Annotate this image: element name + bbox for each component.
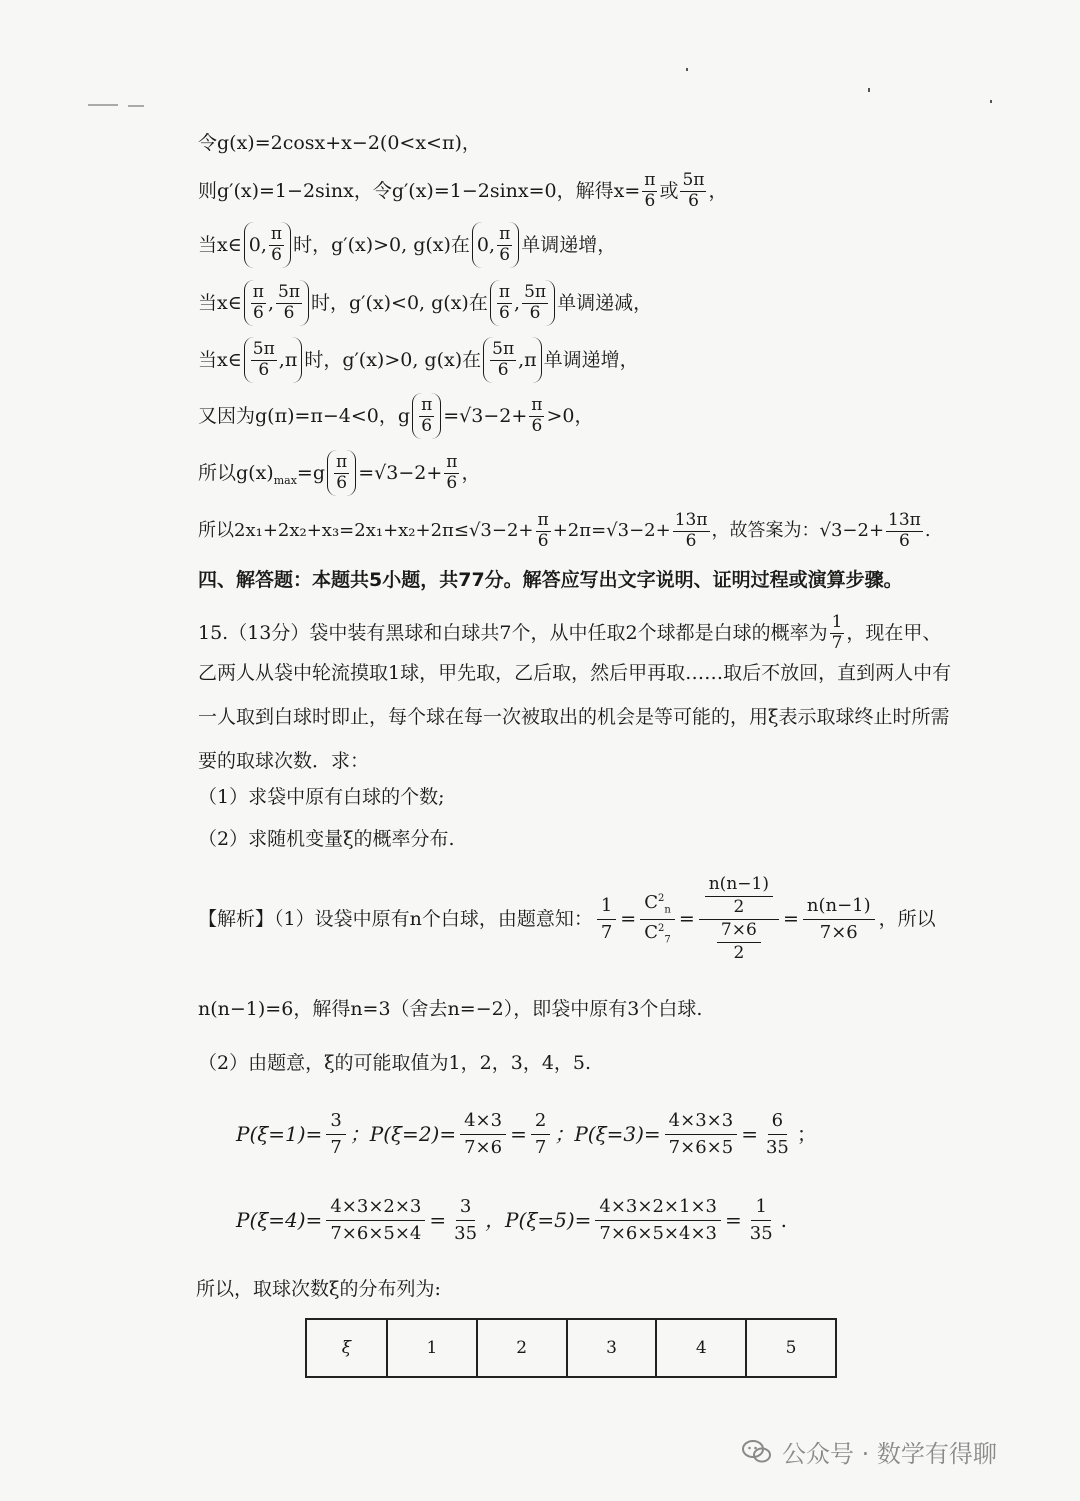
text: ，P(ξ=5)= [485, 1208, 592, 1233]
denominator: 6 [252, 302, 264, 323]
scan-speck [88, 104, 118, 106]
denominator: 6 [336, 472, 348, 493]
text: 单调递增， [543, 348, 639, 371]
denominator: 7×6 [819, 921, 858, 943]
denominator: 7 [600, 921, 613, 943]
text: ，故答案为：√3−2+ [711, 520, 885, 542]
denominator: 7×6×5×4 [330, 1222, 422, 1244]
numerator: π [446, 451, 458, 472]
solution-line-1 [198, 134, 481, 153]
denominator: 6 [537, 530, 549, 551]
numerator: 5π [682, 170, 705, 190]
watermark [742, 1434, 997, 1469]
text: 时，g′(x)>0, g(x)在 [304, 348, 482, 371]
section-heading: 四、解答题：本题共5小题，共77分。解答应写出文字说明、证明过程或演算步骤。 [198, 569, 903, 591]
equals: = [429, 1208, 447, 1233]
interval: 0, $\frac{\pi}{6}$ [472, 222, 519, 268]
table-cell: 1 [387, 1319, 477, 1377]
text: 单调递减， [557, 291, 653, 314]
interval [327, 450, 356, 496]
text: 令g(x)=2cosx+x−2(0<x<π)， [198, 132, 481, 154]
watermark-text: 公众号 · 数学有得聊 [782, 1440, 997, 1468]
denominator: 7×6×5 [668, 1136, 734, 1158]
equals: = [510, 1122, 527, 1147]
text: ， [461, 461, 481, 484]
equals: = [678, 907, 695, 930]
fraction [529, 394, 544, 436]
wechat-icon [742, 1439, 772, 1465]
fraction [531, 1110, 550, 1158]
fraction [665, 1110, 738, 1158]
problem-15-line-2: 乙两人从袋中轮流摸取1球，甲先取，乙后取，然后甲再取……取后不放回，直到两人中有 [198, 662, 952, 684]
fraction [460, 1110, 506, 1158]
fraction [642, 172, 657, 211]
text: =√3−2+ [443, 404, 528, 427]
denominator: 6 [258, 359, 270, 380]
fraction [251, 281, 266, 323]
scan-speck [868, 88, 870, 92]
text: 则g′(x)=1−2sinx，令g′(x)=1−2sinx=0，解得x= [198, 179, 641, 202]
equals: = [782, 907, 799, 930]
fraction [251, 338, 277, 380]
text: . [780, 1208, 788, 1233]
fraction [830, 614, 845, 653]
denominator: 2 [733, 942, 745, 963]
text: 时，g′(x)<0, g(x)在 [311, 291, 488, 314]
numerator: 13π [674, 510, 708, 530]
fraction [680, 172, 706, 211]
denominator: 6 [446, 472, 458, 493]
question-2: （2）求随机变量ξ的概率分布. [198, 828, 455, 850]
numerator: π [498, 281, 511, 302]
denominator: 2 [733, 896, 745, 917]
numerator: 4×3 [460, 1110, 506, 1135]
numerator: 4×3×2×3 [326, 1196, 425, 1221]
scan-speck [686, 68, 688, 71]
numerator: $C^2_n$ [640, 892, 675, 920]
fraction [673, 512, 710, 551]
denominator: 6 [421, 415, 433, 436]
solution-line-5 [198, 337, 639, 383]
fraction [746, 1196, 777, 1244]
fraction [705, 876, 773, 917]
denominator: 7×6×5×4×3 [599, 1222, 717, 1244]
fraction [326, 1110, 345, 1158]
subscript: max [273, 473, 297, 487]
numerator: 4×3×3 [665, 1110, 738, 1135]
numerator: π [644, 170, 656, 190]
text: P(ξ=4)= [236, 1208, 323, 1233]
text: 单调递增， [521, 233, 617, 256]
fraction-compound [699, 876, 779, 962]
solution-line-7 [198, 450, 480, 496]
equals: = [741, 1122, 758, 1147]
interval: $\frac{5\pi}{6}$ ,π [244, 337, 303, 383]
denominator: 6 [499, 244, 511, 265]
numerator: 5π [278, 281, 301, 302]
fraction [419, 394, 434, 436]
text: . [924, 520, 931, 542]
denominator: 35 [454, 1222, 478, 1244]
numerator: 3 [456, 1196, 475, 1221]
probability-row-1 [236, 1110, 817, 1158]
text: 所以g(x) [198, 461, 274, 484]
denominator: 6 [644, 190, 656, 211]
numerator: 4×3×2×1×3 [595, 1196, 721, 1221]
fraction [762, 1110, 793, 1158]
fraction [497, 223, 512, 265]
numerator: 2 [531, 1110, 550, 1135]
fraction [326, 1196, 425, 1244]
table-cell: 5 [746, 1319, 836, 1377]
interval: 0, $\frac{\pi}{6}$ [244, 222, 291, 268]
fraction-result [803, 895, 875, 943]
denominator: 6 [529, 302, 541, 323]
numerator: 5π [252, 338, 275, 359]
numerator: π [531, 394, 543, 415]
numerator: n(n−1) [803, 895, 875, 920]
text: ， [708, 179, 728, 202]
analysis-line-3: （2）由题意，ξ的可能取值为1，2，3，4，5. [198, 1052, 592, 1074]
analysis-line-1 [198, 876, 936, 962]
interval: $\frac{5\pi}{6}$ ,π [483, 337, 542, 383]
problem-15-line-4: 要的取球次数．求： [198, 750, 370, 772]
table-row [306, 1319, 836, 1377]
denominator: 35 [765, 1136, 789, 1158]
fraction [536, 512, 551, 551]
text: 时，g′(x)>0, g(x)在 [293, 233, 470, 256]
numerator: 13π [888, 510, 921, 530]
numerator: 5π [492, 338, 515, 359]
text: ；P(ξ=3)= [554, 1122, 661, 1147]
fraction [717, 919, 761, 963]
denominator [711, 920, 767, 963]
table-cell: 3 [567, 1319, 657, 1377]
denominator: $C^2_7$ [644, 921, 671, 946]
numerator: π [252, 281, 264, 302]
fraction [497, 281, 512, 323]
numerator: 1 [751, 1196, 770, 1221]
interval [412, 393, 441, 439]
denominator: 6 [899, 530, 910, 551]
text: 或 [659, 179, 679, 202]
numerator: 1 [597, 895, 616, 920]
solution-line-8 [198, 512, 931, 551]
equals: = [620, 907, 637, 930]
denominator: 35 [749, 1222, 773, 1244]
fraction [269, 223, 284, 265]
text: 又因为g(π)=π−4<0，g [198, 404, 411, 427]
solution-line-2 [198, 172, 728, 211]
text: P(ξ=1)= [236, 1122, 323, 1147]
scan-speck [128, 105, 144, 107]
text: 当x∈ [198, 348, 242, 371]
fraction-one-seventh [597, 895, 616, 943]
fraction [595, 1196, 721, 1244]
analysis-line-2: n(n−1)=6，解得n=3（舍去n=−2），即袋中原有3个白球. [198, 998, 703, 1020]
text: 所以2x₁+2x₂+x₃=2x₁+x₂+2π≤√3−2+ [198, 520, 534, 542]
denominator: 6 [531, 415, 543, 436]
numerator: π [537, 510, 549, 530]
numerator: 3 [326, 1110, 345, 1135]
equals: = [724, 1208, 742, 1233]
distribution-intro: 所以，取球次数ξ的分布列为: [196, 1278, 441, 1300]
table-cell: 2 [477, 1319, 567, 1377]
denominator: 6 [271, 244, 282, 265]
numerator: π [499, 223, 511, 244]
text: ，现在甲、 [846, 621, 942, 644]
text: +2π=√3−2+ [552, 520, 671, 542]
solution-line-3 [198, 222, 616, 268]
problem-15-line-3: 一人取到白球时即止，每个球在每一次被取出的机会是等可能的，用ξ表示取球终止时所需 [198, 706, 950, 728]
fraction-combination [640, 892, 675, 946]
solution-line-4 [198, 280, 652, 326]
numerator: 1 [831, 612, 843, 632]
denominator: 6 [497, 359, 509, 380]
probability-row-2 [236, 1196, 787, 1244]
text: ；P(ξ=2)= [349, 1122, 457, 1147]
numerator: 6 [768, 1110, 787, 1135]
text: =√3−2+ [358, 461, 443, 484]
text: >0， [546, 404, 594, 427]
denominator: 6 [283, 302, 295, 323]
text: ； [796, 1122, 817, 1147]
fraction [444, 451, 459, 493]
numerator: π [421, 394, 433, 415]
fraction [450, 1196, 481, 1244]
denominator: 6 [688, 190, 699, 211]
text: 当x∈ [198, 233, 242, 256]
text: 当x∈ [198, 291, 242, 314]
denominator: 6 [499, 302, 510, 323]
denominator: 6 [685, 530, 697, 551]
scan-speck [990, 100, 992, 103]
numerator: 5π [524, 281, 547, 302]
denominator: 7 [831, 632, 843, 653]
numerator: n(n−1) [705, 876, 773, 897]
numerator: π [270, 223, 283, 244]
text: ，所以 [878, 907, 936, 930]
denominator: 7 [534, 1136, 547, 1158]
interval: $\frac{\pi}{6}$ , $\frac{5\pi}{6}$ [244, 280, 309, 326]
solution-line-6 [198, 393, 594, 439]
text: 15.（13分）袋中装有黑球和白球共7个，从中任取2个球都是白球的概率为 [198, 621, 828, 644]
problem-15-line-1 [198, 614, 941, 653]
denominator: 7×6 [464, 1136, 503, 1158]
fraction [886, 512, 923, 551]
question-1: （1）求袋中原有白球的个数; [198, 786, 445, 808]
fraction [334, 451, 349, 493]
text: =g [296, 461, 326, 484]
denominator: 7 [330, 1136, 342, 1158]
numerator [699, 876, 779, 920]
interval: $\frac{\pi}{6}$ , $\frac{5\pi}{6}$ [490, 280, 555, 326]
distribution-table [305, 1318, 837, 1378]
numerator: 7×6 [717, 922, 761, 943]
table-cell: 4 [656, 1319, 746, 1377]
table-header-xi: ξ [306, 1319, 387, 1377]
numerator: π [336, 451, 348, 472]
text: 【解析】（1）设袋中原有n个白球，由题意知： [198, 907, 593, 930]
